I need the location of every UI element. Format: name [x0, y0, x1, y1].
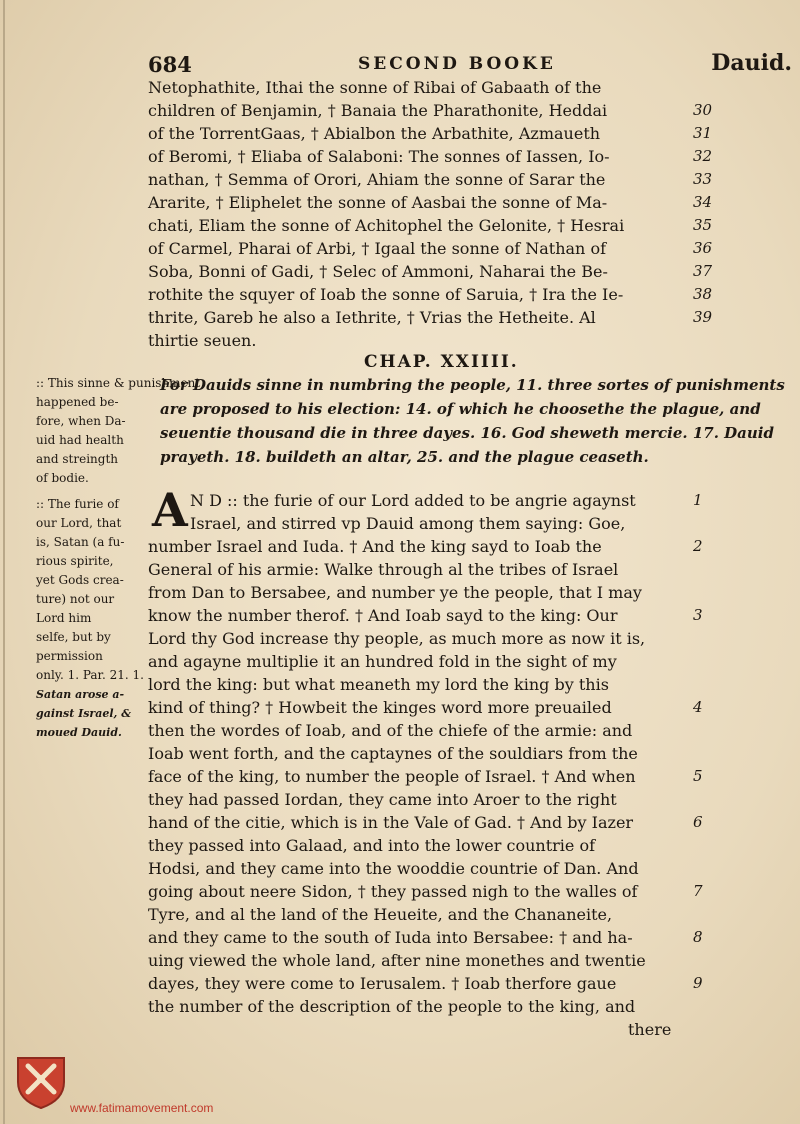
text-line: dayes, they were come to Ierusalem. † Ioab therfore gaue	[148, 974, 617, 993]
text-line: they passed into Galaad, and into the lower countrie of	[148, 836, 596, 855]
papal-seal-icon	[12, 1052, 70, 1110]
verse-number: 36	[693, 239, 713, 257]
verse-number: 1	[693, 491, 703, 509]
text-line: Hodsi, and they came into the wooddie countrie of Dan. And	[148, 859, 639, 878]
running-title: SECOND BOOKE	[358, 54, 556, 74]
margin-note-line: gainst Israel, &	[36, 707, 132, 720]
verse-number: 6	[693, 813, 703, 831]
text-line: know the number therof. † And Ioab sayd to the king: Our	[148, 606, 618, 625]
text-line: of Beromi, † Eliaba of Salaboni: The sonnes of Iassen, Io-	[148, 147, 610, 166]
text-line: Netophathite, Ithai the sonne of Ribai of Gabaath of the	[148, 78, 602, 97]
summary-line: prayeth. 18. buildeth an altar, 25. and the plague ceaseth.	[160, 448, 649, 466]
page-number: 684	[148, 52, 192, 77]
text-line: Lord thy God increase thy people, as much more as now it is,	[148, 629, 646, 648]
text-line: number Israel and Iuda. † And the king sayd to Ioab the	[148, 537, 602, 556]
margin-note-line: :: This sinne & punishment	[36, 376, 201, 390]
verse-number: 7	[693, 882, 703, 900]
text-line: nathan, † Semma of Orori, Ahiam the sonne of Sarar the	[148, 170, 606, 189]
verse-number: 9	[693, 974, 703, 992]
margin-note-line: and streingth	[36, 452, 118, 466]
margin-note-line: rious spirite,	[36, 554, 114, 568]
text-line: lord the king: but what meaneth my lord the king by this	[148, 675, 609, 694]
text-line: N D :: the furie of our Lord added to be angrie agaynst	[190, 491, 636, 510]
text-line: thirtie seuen.	[148, 331, 257, 350]
catchword: there	[628, 1020, 672, 1039]
verse-number: 35	[693, 216, 713, 234]
margin-note-line: moued Dauid.	[36, 726, 122, 739]
text-line: Ioab went forth, and the captaynes of the souldiars from the	[148, 744, 638, 763]
verse-number: 30	[693, 101, 713, 119]
chapter-title: CHAP. XXIIII.	[364, 352, 519, 372]
text-line: of Carmel, Pharai of Arbi, † Igaal the sonne of Nathan of	[148, 239, 606, 258]
text-line: Ararite, † Eliphelet the sonne of Aasbai the sonne of Ma-	[148, 193, 608, 212]
drop-cap: A	[152, 483, 188, 537]
margin-note-line: our Lord, that	[36, 516, 122, 530]
verse-number: 8	[693, 928, 703, 946]
margin-note-line: is, Satan (a fu-	[36, 535, 125, 549]
text-line: and they came to the south of Iuda into Bersabee: † and ha-	[148, 928, 633, 947]
text-line: and agayne multiplie it an hundred fold in the sight of my	[148, 652, 617, 671]
verse-number: 4	[693, 698, 703, 716]
text-line: thrite, Gareb he also a Iethrite, † Vrias the Hetheite. Al	[148, 308, 596, 327]
text-line: Soba, Bonni of Gadi, † Selec of Ammoni, Naharai the Be-	[148, 262, 608, 281]
margin-note-line: uid had health	[36, 433, 124, 447]
verse-number: 2	[693, 537, 703, 555]
summary-line: For Dauids sinne in numbring the people, 11. three sortes of punishments	[160, 376, 785, 394]
margin-note-line: Lord him	[36, 611, 92, 625]
text-line: they had passed Iordan, they came into Aroer to the right	[148, 790, 617, 809]
verse-number: 37	[693, 262, 713, 280]
text-line: going about neere Sidon, † they passed nigh to the walles of	[148, 882, 638, 901]
text-line: of the TorrentGaas, † Abialbon the Arbathite, Azmaueth	[148, 124, 601, 143]
margin-note-line: :: The furie of	[36, 497, 119, 511]
text-line: then the wordes of Ioab, and of the chiefe of the armie: and	[148, 721, 633, 740]
margin-note-line: only. 1. Par. 21. 1.	[36, 668, 144, 682]
text-line: General of his armie: Walke through al the tribes of Israel	[148, 560, 619, 579]
text-line: rothite the squyer of Ioab the sonne of Saruia, † Ira the Ie-	[148, 285, 624, 304]
text-line: Tyre, and al the land of the Heueite, and the Chananeite,	[148, 905, 613, 924]
margin-note-line: Satan arose a-	[36, 688, 125, 701]
summary-line: are proposed to his election: 14. of which he choosethe the plague, and	[160, 400, 761, 418]
text-line: hand of the citie, which is in the Vale of Gad. † And by Iazer	[148, 813, 634, 832]
margin-note-line: yet Gods crea-	[36, 573, 124, 587]
margin-note-line: selfe, but by	[36, 630, 111, 644]
text-line: the number of the description of the people to the king, and	[148, 997, 636, 1016]
margin-note-line: fore, when Da-	[36, 414, 126, 428]
text-line: face of the king, to number the people of Israel. † And when	[148, 767, 636, 786]
text-line: uing viewed the whole land, after nine monethes and twentie	[148, 951, 646, 970]
text-line: children of Benjamin, † Banaia the Pharathonite, Heddai	[148, 101, 608, 120]
text-line: from Dan to Bersabee, and number ye the people, that I may	[148, 583, 642, 602]
page-gutter-rule	[3, 0, 5, 1124]
verse-number: 38	[693, 285, 713, 303]
text-line: Israel, and stirred vp Dauid among them saying: Goe,	[190, 514, 626, 533]
margin-note-line: ture) not our	[36, 592, 115, 606]
verse-number: 33	[693, 170, 713, 188]
verse-number: 31	[693, 124, 713, 142]
margin-note-line: happened be-	[36, 395, 119, 409]
verse-number: 3	[693, 606, 703, 624]
verse-number: 39	[693, 308, 713, 326]
text-line: chati, Eliam the sonne of Achitophel the Gelonite, † Hesrai	[148, 216, 625, 235]
summary-line: seuentie thousand die in three dayes. 16. God sheweth mercie. 17. Dauid	[160, 424, 774, 442]
margin-note-line: permission	[36, 649, 103, 663]
book-name: Dauid.	[711, 50, 792, 76]
verse-number: 5	[693, 767, 703, 785]
verse-number: 34	[693, 193, 713, 211]
watermark-text[interactable]: www.fatimamovement.com	[70, 1101, 214, 1115]
margin-note-line: of bodie.	[36, 471, 89, 485]
verse-number: 32	[693, 147, 713, 165]
text-line: kind of thing? † Howbeit the kinges word more preuailed	[148, 698, 612, 717]
